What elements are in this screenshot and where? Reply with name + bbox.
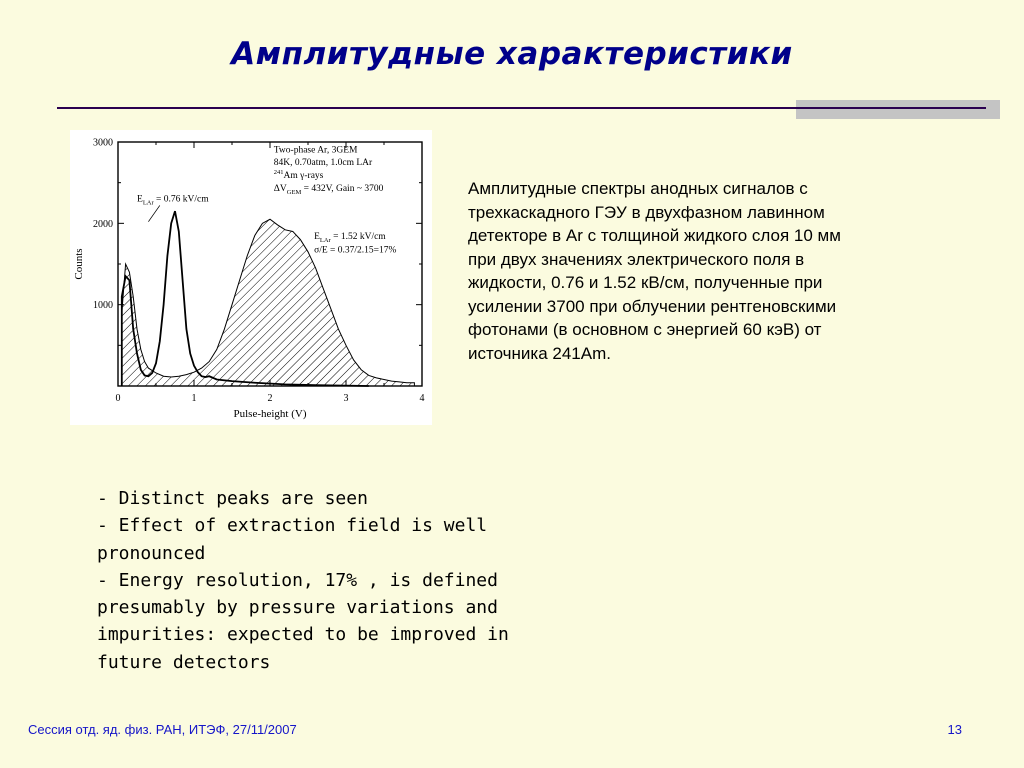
y-tick-label: 3000 (93, 137, 113, 149)
y-axis-label: Counts (73, 248, 85, 280)
gem-voltage-subscript: GEM (286, 188, 302, 196)
description-line: усилении 3700 при облучении рентгеновскими (468, 296, 837, 316)
x-tick-label: 4 (419, 393, 425, 404)
info-line-setup: Two-phase Ar, 3GEM (273, 145, 358, 156)
y-tick-label: 1000 (93, 300, 113, 312)
field-subscript: LAr (142, 199, 154, 207)
annotation-low-pointer (148, 205, 159, 221)
series-high-field-hatched (122, 219, 415, 386)
y-tick-label: 2000 (93, 218, 113, 230)
spectrum-description (468, 177, 988, 365)
description-line: при двух значениях электрического поля в (468, 249, 805, 269)
field-value: = 1.52 kV/cm (330, 231, 386, 242)
x-tick-label: 3 (343, 393, 349, 404)
info-line-conditions: 84K, 0.70atm, 1.0cm LAr (273, 158, 373, 169)
x-axis-label: Pulse-height (V) (233, 408, 307, 420)
conclusion-line: impurities: expected to be improved in (97, 624, 509, 646)
amplitude-spectrum-chart (70, 130, 432, 425)
annotation-low-field (137, 194, 209, 206)
info-line-source (274, 169, 324, 181)
conclusion-line: - Effect of extraction field is well (97, 515, 488, 537)
conclusions-list (97, 485, 557, 676)
conclusion-line: future detectors (97, 651, 271, 673)
conclusion-line: presumably by pressure variations and (97, 597, 498, 619)
title-divider-accent (796, 100, 1000, 119)
y-tick-labels (93, 138, 113, 312)
field-value: = 0.76 kV/cm (153, 194, 209, 205)
annotation-high-field (314, 232, 386, 244)
description-line: источника 241Am. (468, 343, 611, 363)
x-tick-labels (116, 393, 425, 404)
description-line: трехкаскадного ГЭУ в двухфазном лавинном (468, 202, 825, 222)
conclusion-line: - Energy resolution, 17% , is defined (97, 569, 498, 591)
title-divider-accent-line (796, 107, 986, 109)
gem-voltage-value: = 432V, Gain ~ 3700 (301, 183, 384, 194)
info-line-gem-voltage (274, 184, 384, 196)
gem-voltage-symbol: ΔV (273, 183, 287, 194)
slide-number: 13 (947, 722, 962, 737)
conclusion-line: pronounced (97, 542, 206, 564)
annotation-resolution: σ/E = 0.37/2.15=17% (314, 245, 397, 256)
description-line: детекторе в Ar с толщиной жидкого слоя 10 мм (468, 226, 841, 245)
slide-title: Амплитудные характеристики (231, 36, 793, 72)
description-line: фотонами (в основном с энергией 60 кэВ) от (468, 320, 822, 339)
x-tick-label: 1 (191, 393, 197, 404)
x-tick-label: 2 (267, 393, 273, 404)
chart-info-box (274, 146, 384, 196)
description-line: жидкости, 0.76 и 1.52 кВ/см, полученные при (468, 273, 823, 292)
field-symbol: E (314, 231, 320, 242)
field-symbol: E (137, 194, 143, 205)
source-isotope-mass: 241 (273, 168, 284, 176)
footer-session-info: Сессия отд. яд. физ. РАН, ИТЭФ, 27/11/2007 (28, 722, 297, 737)
description-line: Амплитудные спектры анодных сигналов с (468, 179, 808, 198)
x-tick-label: 0 (115, 393, 121, 404)
spectrum-figure (70, 130, 432, 425)
source-name: Am γ-rays (283, 170, 324, 181)
conclusion-line: - Distinct peaks are seen (97, 488, 368, 509)
field-subscript: LAr (319, 236, 331, 244)
